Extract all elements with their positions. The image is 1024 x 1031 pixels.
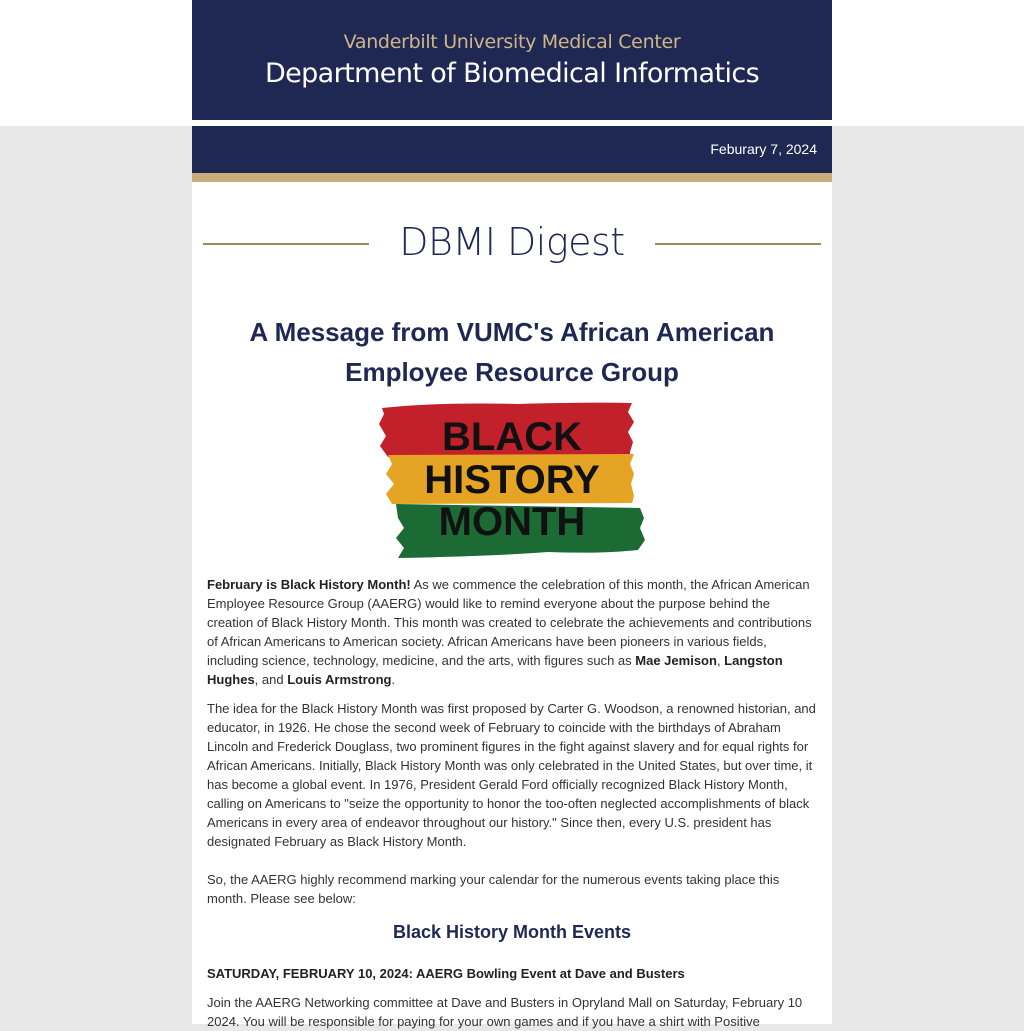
department-name: Department of Biomedical Informatics [264,58,760,89]
gold-divider [192,173,832,182]
article-headline [222,312,802,392]
digest-title: DBMI Digest [399,220,625,264]
banner-word-3: MONTH [438,500,586,544]
event-description: Join the AAERG Networking committee at Dave and Busters in Opryland Mall on Saturday, February 10 2024. You will be responsible for paying for your own games and if you have a shirt with Positive [207,995,803,1029]
banner-word-1: BLACK [442,415,582,459]
black-history-month-banner [378,400,646,562]
headline-line-2: Employee Resource Group [345,357,679,387]
intro-lead: February is Black History Month! [207,577,411,592]
event-heading: SATURDAY, FEBRUARY 10, 2024: AAERG Bowling Event at Dave and Busters [207,966,685,981]
intro-paragraph [207,575,819,689]
events-section-title: Black History Month Events [392,922,632,942]
figure-name-1: Mae Jemison [635,653,717,668]
headline-line-1: A Message from VUMC's African American [249,317,775,347]
digest-rule-right [655,243,821,245]
calendar-paragraph: So, the AAERG highly recommend marking your calendar for the numerous events taking place this month. Please see below: [207,872,780,906]
history-paragraph: The idea for the Black History Month was first proposed by Carter G. Woodson, a renowned historian, and educator, in 1926. He chose the second week of February to coincide with the birthdays of Abraham Lincoln and Frederick Douglass, two prominent figures in the fight against slavery and for equal rights for African Americans. Initially, Black History Month was only celebrated in the United States, but over time, it has become a global event. In 1976, President Gerald Ford officially recognized Black History Month, calling on Americans to "seize the opportunity to honor the too-often neglected accomplishments of black Americans in every area of endeavor throughout our history." Since then, every U.S. president has designated February as Black History Month. [207,701,816,849]
figure-name-3: Louis Armstrong [287,672,392,687]
separator-1: , [716,653,725,668]
intro-end: . [391,672,396,687]
banner-word-2: HISTORY [424,458,600,502]
intro-text: As we commence the celebration of this month, the African American Employee Resource Group (AAERG) would like to remind everyone about the purpose behind the creation of Black History Month. This month was created to celebrate the achievements and contributions of African Americans to American society. African Americans have been pioneers in various fields, including science, technology, medicine, and the arts, with figures such as [207,577,812,668]
masthead-banner [192,0,832,120]
figure-name-2: Langston Hughes [207,653,783,687]
org-name: Vanderbilt University Medical Center [343,31,681,53]
date-bar [192,126,832,173]
digest-header [192,220,832,270]
separator-2: , and [254,672,288,687]
newsletter-body [192,182,832,1029]
issue-date: Feburary 7, 2024 [710,141,817,157]
